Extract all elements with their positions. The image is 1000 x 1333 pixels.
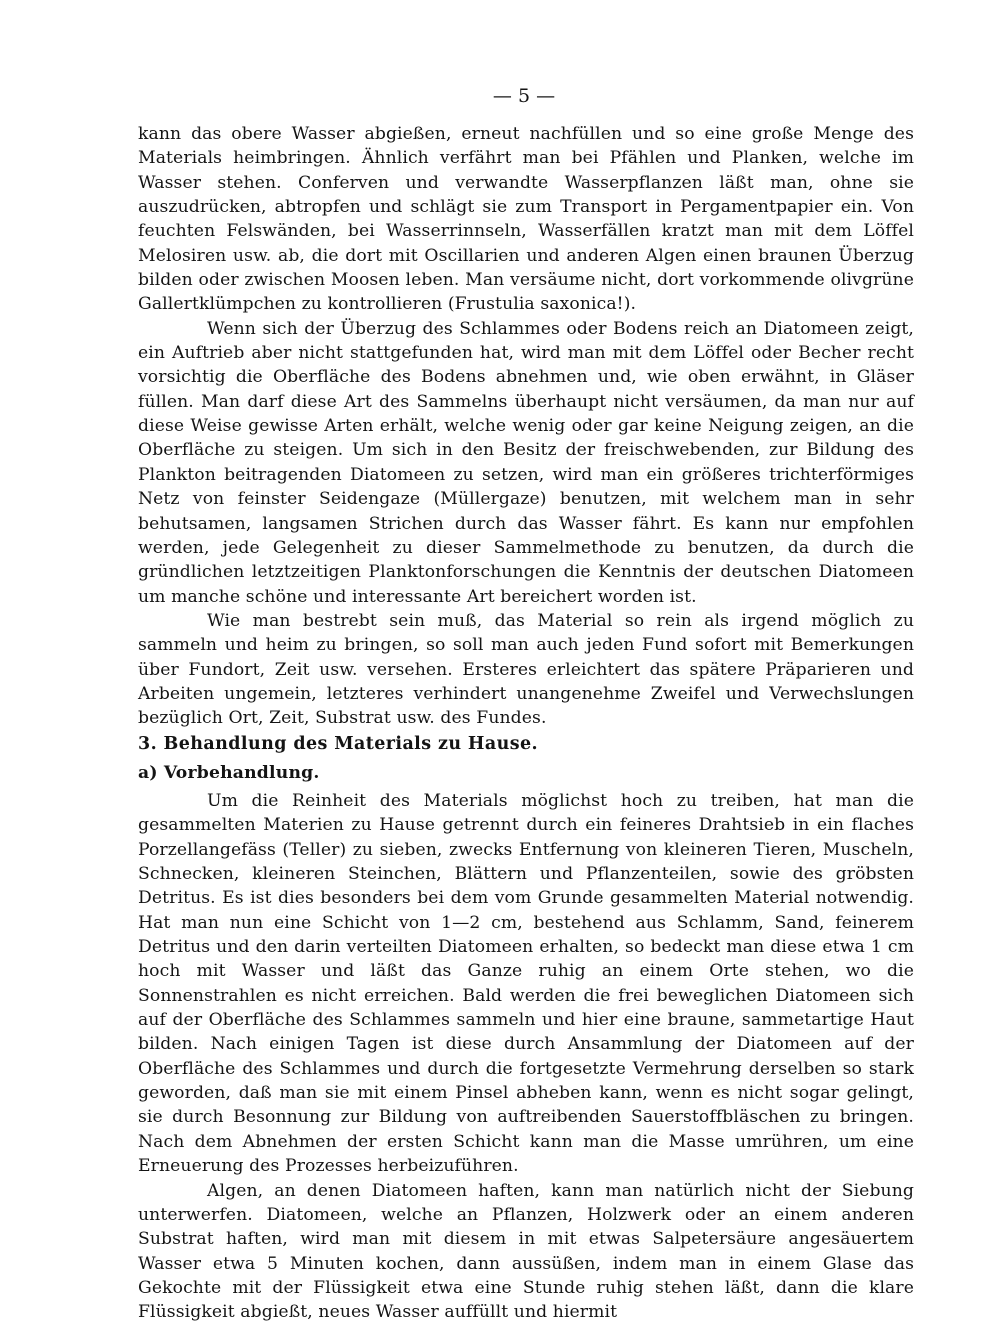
paragraph: Wie man bestrebt sein muß, das Material so rein als irgend möglich zu sammeln und heim zu bringen, so soll man auch jeden Fund sofort mit Bemerkungen über Fundort, Zeit usw. versehen. Ersteres erleichtert das spätere Präparieren und Arbeiten ungemein, letzteres verhindert unangenehme Zweifel und Verwechslungen bezüglich Ort, Zeit, Substrat usw. des Fundes. (138, 610, 914, 729)
section-heading: 3. Behandlung des Materials zu Hause. (138, 734, 539, 754)
paragraph: Um die Reinheit des Materials möglichst hoch zu treiben, hat man die gesammelten Materien zu Hause getrennt durch ein feineres Drahtsieb in ein flaches Porzellangefäss (Teller) zu sieben, zwecks Entfernung von kleineren Tieren, Muscheln, Schnecken, kleineren Steinchen, Blättern und Pflanzenteilen, sowie des gröbsten Detritus. Es ist dies besonders bei dem vom Grunde gesammelten Material notwendig. Hat man nun eine Schicht von 1—2 cm, bestehend aus Schlamm, Sand, feinerem Detritus und den darin verteilten Diatomeen erhalten, so bedeckt man diese etwa 1 cm hoch mit Wasser und läßt das Ganze ruhig an einem Orte stehen, wo die Sonnenstrahlen es nicht erreichen. Bald werden die frei beweglichen Diatomeen sich auf der Oberfläche des Schlammes sammeln und hier eine braune, sammetartige Haut bilden. Nach einigen Tagen ist diese durch Ansammlung der Diatomeen auf der Oberfläche des Schlammes und durch die fortgesetzte Vermehrung derselben so stark geworden, daß man sie mit einem Pinsel abheben kann, wenn es nicht sogar gelingt, sie durch Besonnung zur Bildung von auftreibenden Sauerstoffbläschen zu bringen. Nach dem Abnehmen der ersten Schicht kann man die Masse umrühren, um eine Erneuerung des Prozesses herbeizuführen. (138, 791, 914, 1177)
paragraph: Wenn sich der Überzug des Schlammes oder Bodens reich an Diatomeen zeigt, ein Auftrieb aber nicht stattgefunden hat, wird man mit dem Löffel oder Becher recht vorsichtig die Oberfläche des Bodens abnehmen und, wie oben erwähnt, in Gläser füllen. Man darf diese Art des Sammelns überhaupt nicht versäumen, da man nur auf diese Weise gewisse Arten erhält, welche wenig oder gar keine Neigung zeigen, an die Oberfläche zu steigen. Um sich in den Besitz der freischwebenden, zur Bildung des Plankton beitragenden Diatomeen zu setzen, wird man ein größeres trichterförmiges Netz von feinster Seidengaze (Müllergaze) benutzen, mit welchem man in sehr behutsamen, langsamen Strichen durch das Wasser fährt. Es kann nur empfohlen werden, jede Gelegenheit zu dieser Sammelmethode zu benutzen, da durch die gründlichen letztzeitigen Planktonforschungen die Kenntnis der deutschen Diatomeen um manche schöne und interessante Art bereichert worden ist. (138, 318, 914, 607)
body-text-top (138, 122, 914, 731)
body-text-bottom (138, 789, 914, 1325)
subsection-heading: a) Vorbehandlung. (138, 763, 320, 783)
paragraph: kann das obere Wasser abgießen, erneut nachfüllen und so eine große Menge des Materials heimbringen. Ähnlich verfährt man bei Pfählen und Planken, welche im Wasser stehen. Conferven und verwandte Wasserpflanzen läßt man, ohne sie auszudrücken, abtropfen und schlägt sie zum Transport in Pergamentpapier ein. Von feuchten Felswänden, bei Wasserrinnseln, Wasserfällen kratzt man mit dem Löffel Melosiren usw. ab, die dort mit Oscillarien und anderen Algen einen braunen Überzug bilden oder zwischen Moosen leben. Man versäume nicht, dort vorkommende olivgrüne Gallertklümpchen zu kontrollieren (Frustulia saxonica!). (138, 124, 914, 315)
paragraph: Algen, an denen Diatomeen haften, kann man natürlich nicht der Siebung unterwerfen. Diatomeen, welche an Pflanzen, Holzwerk oder an einem anderen Substrat haften, wird man mit diesem in mit etwas Salpetersäure angesäuertem Wasser etwa 5 Minuten kochen, dann aussüßen, indem man in einem Glase das Gekochte mit der Flüssigkeit etwa eine Stunde ruhig stehen läßt, dann die klare Flüssigkeit abgießt, neues Wasser auffüllt und hiermit (138, 1180, 914, 1323)
page-number: — 5 — (492, 85, 556, 107)
